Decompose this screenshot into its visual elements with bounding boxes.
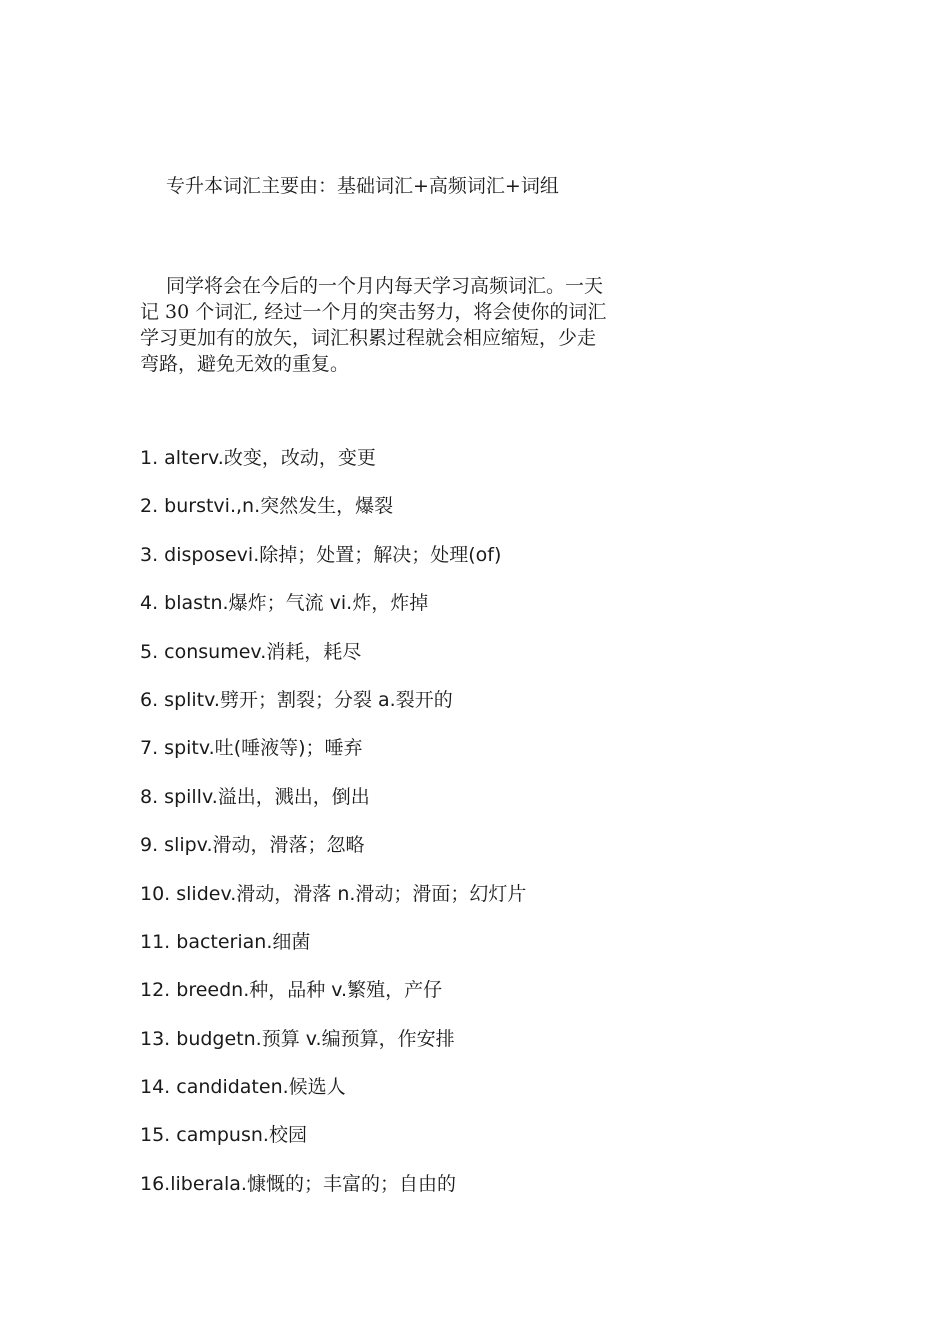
vocab-item: 7. spitv.吐(唾液等)；唾弃 [140,737,363,760]
vocab-item: 1. alterv.改变，改动，变更 [140,447,376,469]
vocab-list [140,443,526,1217]
document-heading: 专升本词汇主要由：基础词汇+高频词汇+词组 [166,175,559,197]
vocab-item: 2. burstvi.,n.突然发生，爆裂 [140,495,394,518]
vocab-item: 5. consumev.消耗，耗尽 [140,640,362,663]
intro-paragraph [140,273,660,377]
vocab-item: 14. candidaten.候选人 [140,1076,346,1099]
intro-line: 同学将会在今后的一个月内每天学习高频词汇。一天 [166,275,604,297]
vocab-item: 13. budgetn.预算 v.编预算，作安排 [140,1027,455,1050]
vocab-item: 4. blastn.爆炸；气流 vi.炸，炸掉 [140,592,429,615]
vocab-item: 9. slipv.滑动，滑落；忽略 [140,834,365,857]
vocab-item: 12. breedn.种，品种 v.繁殖，产仔 [140,979,443,1002]
vocab-item: 10. slidev.滑动，滑落 n.滑动；滑面；幻灯片 [140,882,527,905]
vocab-item: 15. campusn.校园 [140,1124,307,1147]
vocab-item: 3. disposevi.除掉；处置；解决；处理(of) [140,543,502,566]
vocab-item: 8. spillv.溢出，溅出，倒出 [140,785,370,808]
vocab-item: 16.liberala.慷慨的；丰富的；自由的 [140,1172,456,1195]
intro-line: 弯路，避免无效的重复。 [140,353,350,375]
vocab-item: 11. bacterian.细菌 [140,930,311,953]
intro-line: 学习更加有的放矢，词汇积累过程就会相应缩短，少走 [140,327,597,349]
vocab-item: 6. splitv.劈开；割裂；分裂 a.裂开的 [140,688,453,711]
intro-line: 记 30 个词汇, 经过一个月的突击努力，将会使你的词汇 [140,301,607,323]
